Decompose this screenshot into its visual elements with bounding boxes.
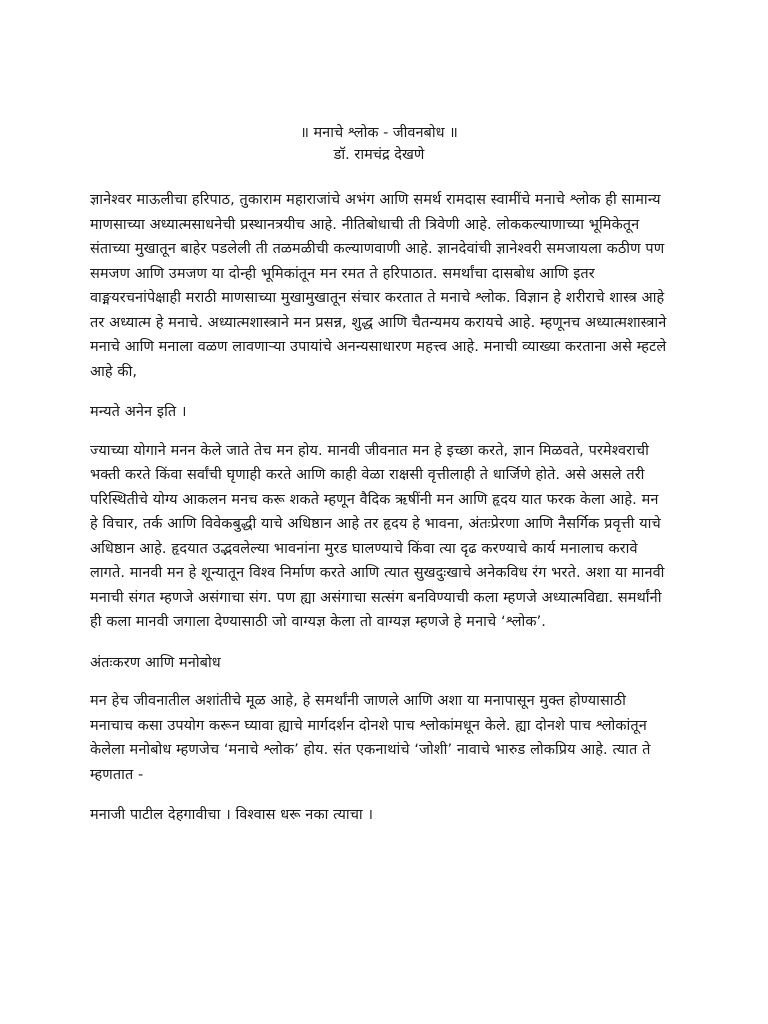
manobodh-paragraph: मन हेच जीवनातील अशांतीचे मूळ आहे, हे समर्थांनी जाणले आणि अशा या मनापासून मुक्त होण्यासाठी मनाचाच कसा उपयोग करून घ्यावा ह्याचे मार्गदर्शन दोनशे पाच श्लोकांमधून केले. ह्या दोनशे पाच श्लोकांतून केलेला मनोबोध म्हणजेच ‘मनाचे श्लोक’ होय. संत एकनाथांचे ‘जोशी’ नावाचे भारुड लोकप्रिय आहे. त्यात ते म्हणतात -: [90, 693, 651, 783]
section-heading: अंतःकरण आणि मनोबोध: [90, 654, 221, 671]
closing-quote: मनाजी पाटील देहगावीचा । विश्वास धरू नका त्याचा ।: [90, 807, 374, 823]
intro-paragraph: ज्ञानेश्वर माऊलीचा हरिपाठ, तुकाराम महाराजांचे अभंग आणि समर्थ रामदास स्वामींचे मनाचे श्लोक ही सामान्य माणसाच्या अध्यात्मसाधनेची प्रस्थानत्रयीच आहे. नीतिबोधाची ती त्रिवेणी आहे. लोककल्याणाच्या भूमिकेतून संताच्या मुखातून बाहेर पडलेली ती तळमळीची कल्याणवाणी आहे. ज्ञानदेवांची ज्ञानेश्वरी समजायला कठीण पण समजण आणि उमजण या दोन्ही भूमिकांतून मन रमत ते हरिपाठात. समर्थांचा दासबोध आणि इतर वाङ्मयरचनांपेक्षाही मराठी माणसाच्या मुखामुखातून संचार करतात ते मनाचे श्लोक. विज्ञान हे शरीराचे शास्त्र आहे तर अध्यात्म हे मनाचे. अध्यात्मशास्त्राने मन प्रसन्न, शुद्ध आणि चैतन्यमय करायचे आहे. म्हणूनच अध्यात्मशास्त्राने मनाचे आणि मनाला वळण लावणाऱ्या उपायांचे अनन्यसाधारण महत्त्व आहे. मनाची व्याख्या करताना असे म्हटले आहे की,: [90, 192, 667, 380]
author-name: डॉ. रामचंद्र देखणे: [333, 147, 425, 163]
sanskrit-quote: मन्यते अनेन इति ।: [90, 404, 187, 420]
mind-definition-paragraph: ज्याच्या योगाने मनन केले जाते तेच मन होय. मानवी जीवनात मन हे इच्छा करते, ज्ञान मिळवते, परमेश्वराची भक्ती करते किंवा सर्वांची घृणाही करते आणि काही वेळा राक्षसी वृत्तीलाही ते धार्जिणे होते. असे असले तरी परिस्थितीचे योग्य आकलन मनच करू शकते म्हणून वैदिक ऋषींनी मन आणि हृदय यात फरक केला आहे. मन हे विचार, तर्क आणि विवेकबुद्धी याचे अधिष्ठान आहे तर हृदय हे भावना, अंतःप्रेरणा आणि नैसर्गिक प्रवृत्ती याचे अधिष्ठान आहे. हृदयात उद्भवलेल्या भावनांना मुरड घालण्याचे किंवा त्या दृढ करण्याचे कार्य मनालाच करावे लागते. मानवी मन हे शून्यातून विश्व निर्माण करते आणि त्यात सुखदुःखाचे अनेकविध रंग भरते. अशा या मानवी मनाची संगत म्हणजे असंगाचा संग. पण ह्या असंगाचा सत्संग बनविण्याची कला म्हणजे अध्यात्मविद्या. समर्थांनी ही कला मानवी जगाला देण्यासाठी जो वाग्यज्ञ केला तो वाग्यज्ञ म्हणजे हे मनाचे ‘श्लोक’.: [90, 442, 665, 630]
document-title: ॥ मनाचे श्लोक - जीवनबोध ॥: [300, 125, 458, 141]
